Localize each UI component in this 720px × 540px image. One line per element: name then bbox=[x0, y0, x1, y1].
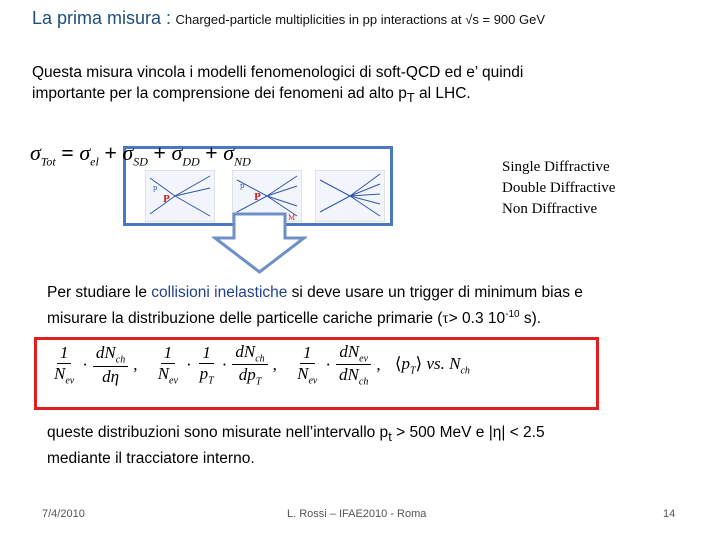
slide-title bbox=[32, 8, 545, 29]
single-diffractive-diagram bbox=[145, 170, 215, 222]
symbol-n: N bbox=[54, 364, 66, 384]
sub-t: T bbox=[409, 365, 416, 377]
cross-section-equation bbox=[30, 140, 251, 169]
numerator-one: 1 bbox=[300, 343, 315, 364]
measurement-range-paragraph bbox=[47, 422, 687, 470]
intro-line-2 bbox=[32, 83, 672, 108]
frac-one-over-pt bbox=[197, 343, 217, 386]
symbol-dn: dN bbox=[95, 343, 116, 363]
inelastic-collisions-paragraph bbox=[47, 282, 687, 330]
para2-lifetime-value: > 0.3 10 bbox=[448, 310, 506, 328]
footer-page-number: 14 bbox=[663, 508, 676, 520]
para2-line-2-end: s). bbox=[519, 310, 542, 328]
footer-author: L. Rossi – IFAE2010 - Roma bbox=[287, 508, 427, 520]
para3-line-1-end: > 500 MeV e |η| < 2.5 bbox=[391, 424, 545, 441]
symbol-p: p bbox=[199, 364, 209, 384]
sub-el: el bbox=[90, 154, 99, 169]
intro-line-1: Questa misura vincola i modelli fenomenologici di soft-QCD ed e’ quindi bbox=[32, 64, 524, 81]
sigma-tot: σ bbox=[30, 140, 41, 165]
symbol-n: N bbox=[297, 364, 309, 384]
frac-dnch-deta bbox=[93, 343, 128, 386]
mean-pt-vs-nch: $⟨p_T⟩$ vs. $N_{ch}$ bbox=[394, 353, 470, 377]
numerator-one: 1 bbox=[161, 343, 176, 364]
symbol-n: N bbox=[449, 353, 461, 373]
frac-dnev-dnch bbox=[336, 342, 371, 388]
intro-paragraph bbox=[32, 62, 672, 108]
para2-line-1-end: si deve usare un trigger di minimum bias e bbox=[287, 284, 583, 301]
para2-line-2-start: misurare la distribuzione delle particelle cariche primarie ( bbox=[47, 310, 443, 328]
sigma-sd: σ bbox=[122, 140, 134, 165]
sub-sd: SD bbox=[133, 154, 148, 169]
legend-single-diffractive: Single Diffractive bbox=[502, 159, 610, 175]
diagram-label-p: p bbox=[153, 184, 158, 192]
footer-date: 7/4/2010 bbox=[42, 508, 85, 520]
frac-one-over-nev-2 bbox=[155, 343, 181, 386]
para2-line-2 bbox=[47, 304, 687, 330]
para2-line-1 bbox=[47, 282, 687, 304]
title-main: La prima misura : bbox=[32, 8, 172, 28]
inelastic-collisions-highlight: collisioni inelastiche bbox=[151, 284, 288, 301]
diffraction-legend bbox=[502, 157, 615, 220]
frac-one-over-nev-3 bbox=[294, 343, 320, 386]
symbol-dn: dN bbox=[339, 365, 359, 385]
sub-ch: ch bbox=[358, 376, 369, 388]
formula-comma-2: , bbox=[272, 354, 277, 374]
sub-t: T bbox=[208, 375, 214, 387]
distribution-formulas: $\frac{1}{N_{ev}}$ · $\frac{dN_{ch}}{d\eta}$ , $\frac{1}{N_{ev}}$ · $\frac{1}{p_T}$ · $\frac{dN_{ch}}{dp_T}$ , $\frac{1}{N_{ev}}$ · $\frac{dN_{ev}}{dN_{ch}}$ , $⟨p_T⟩$ vs. $N_{ch}$ bbox=[48, 342, 470, 388]
sub-ch: ch bbox=[255, 353, 265, 365]
symbol-n: N bbox=[157, 364, 170, 384]
sub-ev: ev bbox=[359, 353, 369, 365]
symbol-dn: dN bbox=[235, 342, 256, 361]
sub-nd: ND bbox=[234, 154, 251, 169]
symbol-d-eta: dη bbox=[102, 366, 120, 386]
para3-pt-subscript: t bbox=[388, 429, 392, 445]
formula-comma-3: , bbox=[376, 354, 381, 374]
non-diffractive-diagram bbox=[315, 170, 385, 222]
legend-double-diffractive: Double Diffractive bbox=[502, 180, 616, 196]
sub-ev: ev bbox=[65, 375, 75, 387]
numerator-one: 1 bbox=[199, 343, 214, 364]
para3-line-1 bbox=[47, 422, 687, 448]
frac-dnch-dpt bbox=[232, 342, 267, 388]
diagram-label-pomeron: P bbox=[163, 195, 170, 205]
symbol-p: p bbox=[401, 353, 410, 373]
sub-dd: DD bbox=[182, 154, 200, 169]
symbol-dp: dp bbox=[238, 365, 256, 385]
equals-sign: = bbox=[61, 140, 74, 165]
diagram-label-p: p bbox=[240, 182, 245, 190]
numerator-one: 1 bbox=[57, 343, 72, 364]
title-subtitle: Charged-particle multiplicities in pp interactions at √s = 900 GeV bbox=[175, 12, 546, 27]
sigma-el: σ bbox=[79, 140, 91, 165]
diagram-label-mass: M bbox=[288, 214, 296, 222]
plus-sign-2: + bbox=[153, 140, 166, 165]
sub-ev: ev bbox=[169, 375, 178, 387]
frac-one-over-nev-1 bbox=[51, 343, 77, 386]
formula-comma-1: , bbox=[133, 354, 138, 374]
sub-tot: Tot bbox=[40, 154, 56, 169]
sigma-dd: σ bbox=[171, 140, 183, 165]
para3-line-1-start: queste distribuzioni sono misurate nell’intervallo p bbox=[47, 424, 389, 441]
sub-ev: ev bbox=[308, 375, 318, 387]
plus-sign-1: + bbox=[104, 140, 117, 165]
sub-ch: ch bbox=[460, 365, 470, 377]
intro-line-2-end: al LHC. bbox=[414, 85, 471, 102]
down-arrow-icon bbox=[212, 212, 307, 274]
symbol-dn: dN bbox=[339, 342, 360, 361]
para2-exponent: -10 bbox=[505, 309, 520, 320]
para3-line-2: mediante il tracciatore interno. bbox=[47, 450, 255, 468]
legend-non-diffractive: Non Diffractive bbox=[502, 201, 598, 217]
vs-text: vs. bbox=[426, 353, 445, 373]
diagram-label-pomeron: P bbox=[254, 193, 261, 203]
intro-pt-subscript: T bbox=[406, 90, 415, 106]
sub-ch: ch bbox=[115, 354, 126, 366]
para2-line-1-start: Per studiare le bbox=[47, 284, 152, 301]
tau-symbol: τ bbox=[442, 310, 449, 328]
sigma-nd: σ bbox=[223, 140, 235, 165]
intro-line-2-text: importante per la comprensione dei fenomeni ad alto p bbox=[32, 85, 407, 102]
plus-sign-3: + bbox=[205, 140, 218, 165]
sub-t: T bbox=[255, 376, 262, 388]
